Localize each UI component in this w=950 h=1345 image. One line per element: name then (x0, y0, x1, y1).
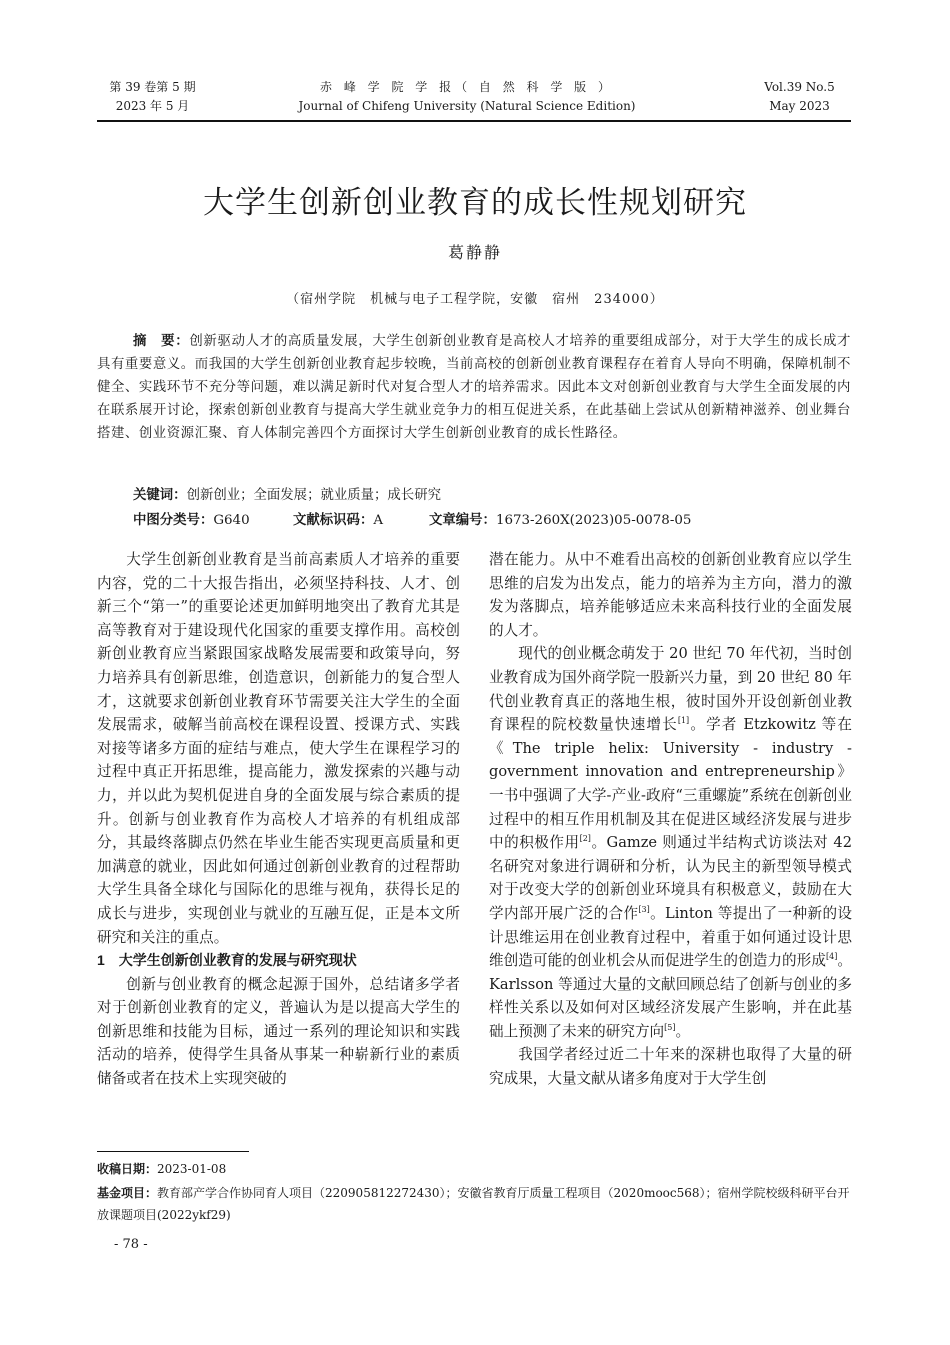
keywords (133, 485, 853, 506)
body-paragraph (489, 642, 852, 1043)
paragraph-segment: 。 (675, 1022, 691, 1040)
body-column-right (489, 548, 852, 1091)
journal-name-cn: 赤 峰 学 院 学 报（ 自 然 科 学 版 ） (320, 80, 614, 94)
citation-ref[interactable]: [2] (579, 834, 591, 844)
footnote-received (97, 1158, 857, 1180)
header-vol-no: Vol.39 No.5 (764, 80, 835, 94)
classification-line (133, 510, 853, 531)
running-header (97, 78, 847, 118)
doc-label: 文献标识码： (293, 512, 374, 527)
received-value: 2023-01-08 (157, 1162, 227, 1176)
document-code (293, 510, 429, 531)
journal-name-en: Journal of Chifeng University (Natural Science Edition) (298, 99, 636, 113)
page-number: - 78 - (114, 1237, 148, 1252)
header-volume: 第 39 卷第 5 期 (109, 80, 196, 94)
paragraph-segment: 。Gamze 则通过半结构式访谈法对 42 名研究对象进行调研和分析，认为民主的新型领导模式对于改变大学的创新创业环境具有积极意义，鼓励在大学内部开展广泛的合作 (489, 834, 852, 922)
clc-value: G640 (213, 513, 250, 528)
received-label: 收稿日期： (97, 1162, 158, 1176)
article-label: 文章编号： (429, 512, 496, 527)
header-rule (97, 120, 851, 122)
citation-ref[interactable]: [5] (664, 1023, 676, 1033)
clc-label: 中图分类号： (133, 512, 214, 527)
body-paragraph: 创新与创业教育的概念起源于国外，总结诸多学者对于创新创业教育的定义，普遍认为是以提高大学生的创新思维和技能为目标，通过一系列的理论知识和实践活动的培养，使得学生具备从事某一种崭新行业的素质储备或者在技术上实现突破的 (97, 975, 460, 1088)
body-paragraph: 我国学者经过近二十年来的深耕也取得了大量的研究成果，大量文献从诸多角度对于大学生创 (489, 1046, 852, 1088)
body-paragraph: 潜在能力。从中不难看出高校的创新创业教育应以学生思维的启发为出发点，能力的培养为主方向，潜力的激发为落脚点，培养能够适应未来高科技行业的全面发展的人才。 (489, 551, 852, 639)
footnote-rule (97, 1151, 249, 1152)
citation-ref[interactable]: [1] (677, 716, 690, 726)
header-month-year: May 2023 (769, 99, 830, 113)
header-volume-en (752, 78, 847, 116)
citation-ref[interactable]: [4] (825, 952, 838, 962)
header-journal (277, 78, 657, 116)
abstract-label: 摘 要： (133, 333, 190, 348)
author-affiliation: （宿州学院 机械与电子工程学院，安徽 宿州 234000） (286, 292, 664, 307)
paragraph-segment: 现代的创业概念萌发于 20 世纪 70 年代初，当时创业教育成为国外商学院一股新兴力量，到 20 世纪 80 年代创业教育真正的落地生根，彼时国外开设创新创业教育课程的院校数量快速增长 (489, 645, 852, 734)
paragraph-segment: 。学者 Etzkowitz 等在《The triple helix: University - industry - government innovation and entrepreneurship》一书中强调了大学-产业-政府“三重螺旋”系统在创新创业过程中的相互作用机制及其在促进区域经济发展与进步中的积极作用 (489, 716, 852, 852)
citation-ref[interactable]: [3] (638, 905, 650, 915)
abstract-text: 创新驱动人才的高质量发展，大学生创新创业教育是高校人才培养的重要组成部分，对于大学生的成长成才具有重要意义。而我国的大学生创新创业教育起步较晚，当前高校的创新创业教育课程存在着育人导向不明确，保障机制不健全、实践环节不充分等问题，难以满足新时代对复合型人才的培养需求。因此本文对创新创业教育与大学生全面发展的内在联系展开讨论，探索创新创业教育与提高大学生就业竞争力的相互促进关系，在此基础上尝试从创新精神滋养、创业舞台搭建、创业资源汇聚、育人体制完善四个方面探讨大学生创新创业教育的成长性路径。 (97, 334, 851, 441)
paragraph-segment: 。Karlsson 等通过大量的文献回顾总结了创新与创业的多样性关系以及如何对区域经济发展产生影响，并在此基础上预测了未来的研究方向 (489, 952, 852, 1040)
footnote-funding (97, 1182, 857, 1226)
keywords-label: 关键词： (133, 487, 187, 502)
paragraph-segment: 。Linton 等提出了一种新的设计思维运用在创业教育过程中，着重于如何通过设计思维创造可能的创业机会从而促进学生的创造力的形成 (489, 904, 852, 970)
header-date: 2023 年 5 月 (115, 99, 190, 113)
header-volume-issue (105, 78, 200, 116)
article-value: 1673-260X(2023)05-0078-05 (495, 513, 692, 528)
body-paragraph: 大学生创新创业教育是当前高素质人才培养的重要内容，党的二十大报告指出，必须坚持科技、人才、创新三个“第一”的重要论述更加鲜明地突出了教育尤其是高等教育对于建设现代化国家的重要支撑作用。高校创新创业教育应当紧跟国家战略发展需要和政策导向，努力培养具有创新思维，创造意识，创新能力的复合型人才，这就要求创新创业教育环节需要关注大学生的全面发展需求，破解当前高校在课程设置、授课方式、实践对接等诸多方面的症结与难点，使大学生在课程学习的过程中真正开拓思维，提高能力，激发探索的兴趣与动力，并以此为契机促进自身的全面发展与综合素质的提升。创新与创业教育作为高校人才培养的有机组成部分，其最终落脚点仍然在毕业生能否实现更高质量和更加满意的就业，因此如何通过创新创业教育的过程帮助大学生具备全球化与国际化的思维与视角，获得长足的成长与进步，实现创业与就业的互融互促，正是本文所研究和关注的重点。 (97, 551, 460, 946)
funding-value: 教育部产学合作协同育人项目（220905812272430）；安徽省教育厅质量工程项目（2020mooc568）；宿州学院校级科研平台开放课题项目(2022ykf29) (97, 1186, 850, 1222)
paper-author: 葛静静 (447, 243, 502, 262)
keywords-text: 创新创业；全面发展；就业质量；成长研究 (186, 488, 441, 503)
body-column-left (97, 548, 460, 1091)
clc-code (133, 510, 293, 531)
abstract (97, 329, 851, 445)
doc-value: A (373, 513, 384, 528)
paper-title: 大学生创新创业教育的成长性规划研究 (203, 185, 747, 221)
funding-label: 基金项目： (97, 1186, 158, 1200)
section-heading: 1 大学生创新创业教育的发展与研究现状 (97, 952, 357, 969)
article-number (429, 510, 691, 531)
